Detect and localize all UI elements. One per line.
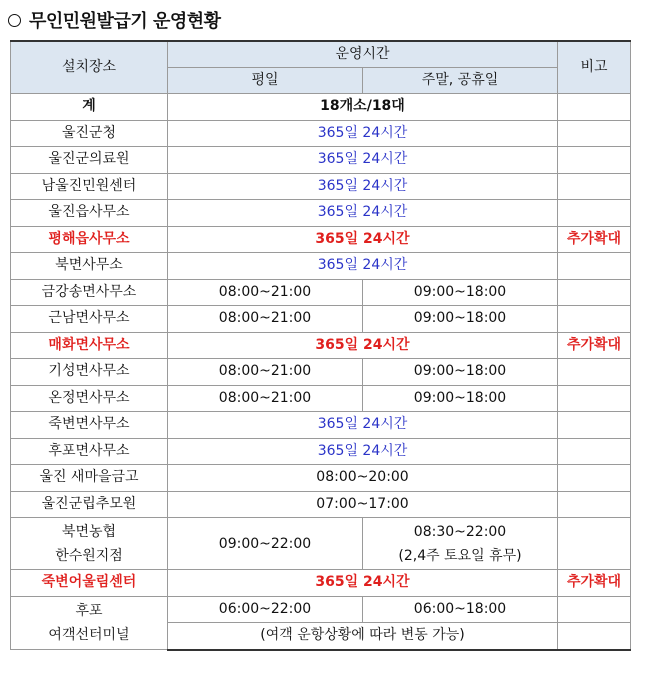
note-cell [558,359,631,386]
table-row [11,385,631,412]
weekend-line: 08:30~22:00 [413,523,507,540]
note-cell [558,279,631,306]
total-value: 18개소/18대 [168,94,558,121]
location-cell: 남울진민원센터 [11,173,168,200]
note-cell [558,147,631,174]
table-row [11,306,631,333]
table-row [11,120,631,147]
hours-cell: 365일 24시간 [168,226,558,253]
note-cell [558,623,631,650]
location-line: 한수원지점 [55,547,123,564]
header-hours: 운영시간 [168,41,558,68]
header-location: 설치장소 [11,41,168,94]
location-cell: 평해읍사무소 [11,226,168,253]
page-title [8,8,221,32]
total-label: 계 [11,94,168,121]
location-cell: 근남면사무소 [11,306,168,333]
location-line: 후포 [75,602,103,619]
note-cell [558,253,631,280]
note-cell [558,438,631,465]
hours-cell: 365일 24시간 [168,570,558,597]
hours-cell: 08:00~20:00 [168,465,558,492]
location-cell: 온정면사무소 [11,385,168,412]
header-note: 비고 [558,41,631,94]
table-row [11,465,631,492]
header-weekend: 주말, 공휴일 [363,68,558,94]
location-cell: 울진군립추모원 [11,491,168,518]
location-cell [11,518,168,570]
hours-cell: 365일 24시간 [168,120,558,147]
table-row [11,253,631,280]
weekday-cell: 09:00~22:00 [168,518,363,570]
note-cell [558,306,631,333]
weekend-cell: 09:00~18:00 [363,385,558,412]
weekday-cell: 08:00~21:00 [168,306,363,333]
location-cell: 울진군의료원 [11,147,168,174]
note-cell: 추가확대 [558,226,631,253]
hours-cell: 07:00~17:00 [168,491,558,518]
weekend-cell: 06:00~18:00 [363,596,558,623]
location-line: 여객선터미널 [48,626,130,643]
total-row [11,94,631,121]
note-cell [558,385,631,412]
table-row [11,147,631,174]
note-cell [558,412,631,439]
hours-cell: 365일 24시간 [168,173,558,200]
page-title-text: 무인민원발급기 운영현황 [29,11,221,32]
hours-cell: 365일 24시간 [168,412,558,439]
location-cell: 북면사무소 [11,253,168,280]
hours-cell: 365일 24시간 [168,438,558,465]
header-weekday: 평일 [168,68,363,94]
table-row [11,596,631,623]
table-row [11,518,631,570]
location-line: 북면농협 [61,523,117,540]
weekend-line: (2,4주 토요일 휴무) [398,547,522,564]
note-cell [558,465,631,492]
table-row [11,226,631,253]
weekday-cell: 08:00~21:00 [168,279,363,306]
location-cell: 죽변어울림센터 [11,570,168,597]
location-cell: 금강송면사무소 [11,279,168,306]
table-row [11,332,631,359]
location-cell: 기성면사무소 [11,359,168,386]
note-cell [558,596,631,623]
hours-cell: 365일 24시간 [168,147,558,174]
weekday-cell: 08:00~21:00 [168,385,363,412]
location-cell: 울진 새마을금고 [11,465,168,492]
location-cell: 죽변면사무소 [11,412,168,439]
note-cell [558,200,631,227]
weekday-cell: 08:00~21:00 [168,359,363,386]
weekend-cell: 09:00~18:00 [363,359,558,386]
circle-bullet-icon [8,14,21,27]
note-cell [558,173,631,200]
hours-cell: 365일 24시간 [168,332,558,359]
kiosk-status-table [10,40,631,651]
table-row [11,491,631,518]
table-row [11,279,631,306]
note-cell [558,120,631,147]
table-row [11,173,631,200]
location-cell: 울진읍사무소 [11,200,168,227]
note-cell [558,491,631,518]
note-cell [558,94,631,121]
note-cell: 추가확대 [558,570,631,597]
table-row [11,570,631,597]
weekend-cell: 09:00~18:00 [363,306,558,333]
note-cell: 추가확대 [558,332,631,359]
remark-cell: (여객 운항상황에 따라 변동 가능) [168,623,558,650]
hours-cell: 365일 24시간 [168,253,558,280]
weekend-cell [363,518,558,570]
location-cell: 울진군청 [11,120,168,147]
weekend-cell: 09:00~18:00 [363,279,558,306]
table-row [11,438,631,465]
location-cell: 매화면사무소 [11,332,168,359]
header-row [11,41,631,68]
table-row [11,200,631,227]
location-cell: 후포면사무소 [11,438,168,465]
table-row [11,359,631,386]
note-cell [558,518,631,570]
hours-cell: 365일 24시간 [168,200,558,227]
weekday-cell: 06:00~22:00 [168,596,363,623]
location-cell [11,596,168,650]
table-row [11,412,631,439]
